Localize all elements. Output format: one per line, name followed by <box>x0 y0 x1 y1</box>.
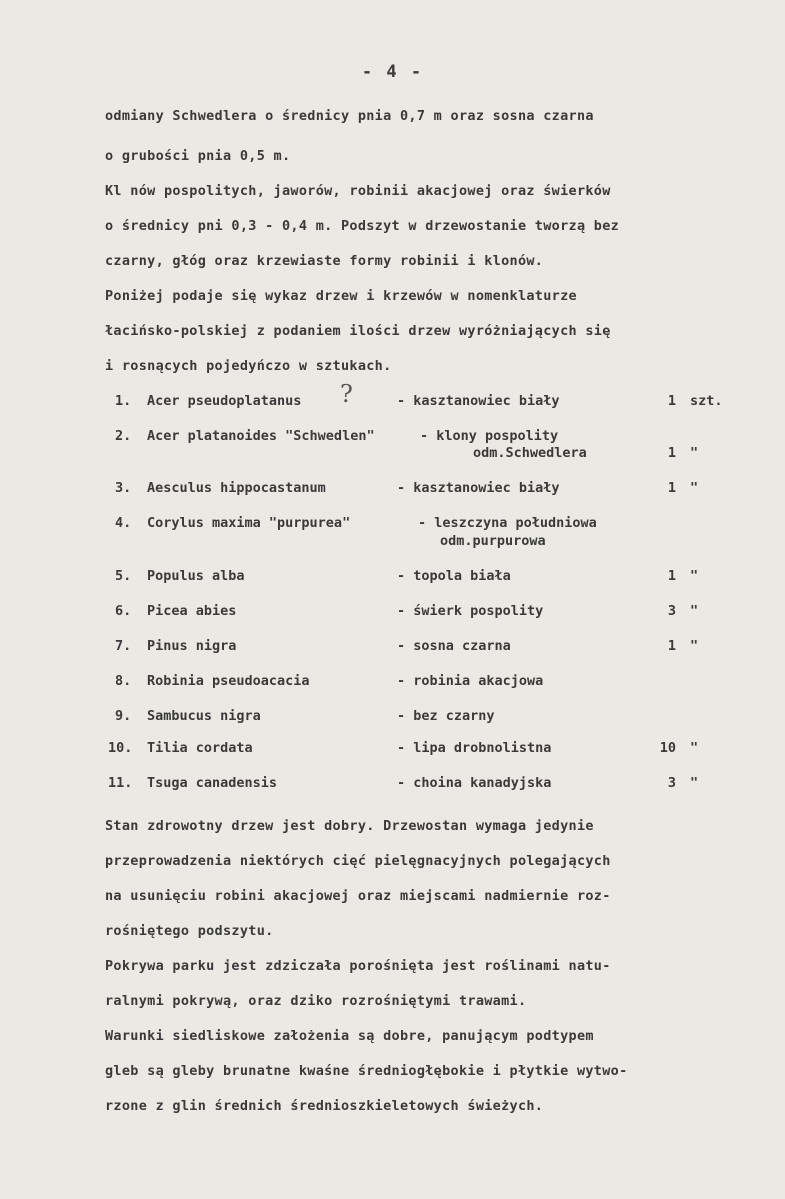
species-latin-name: Corylus maxima "purpurea" <box>147 515 351 531</box>
species-number: 3. <box>115 480 132 496</box>
closing-line: ralnymi pokrywą, oraz dziko rozrośniętymi trawami. <box>105 993 527 1009</box>
page-number: - 4 - <box>361 62 424 82</box>
species-number: 1. <box>115 393 132 409</box>
species-number: 11. <box>108 775 133 791</box>
species-unit: " <box>690 638 699 654</box>
intro-line: odmiany Schwedlera o średnicy pnia 0,7 m oraz sosna czarna <box>105 108 594 124</box>
species-unit: " <box>690 775 699 791</box>
species-polish-variety: odm.purpurowa <box>440 533 546 549</box>
handwritten-question-mark: ? <box>340 380 353 408</box>
species-polish-variety: odm.Schwedlera <box>473 445 587 461</box>
species-number: 7. <box>115 638 132 654</box>
species-latin-name: Sambucus nigra <box>147 708 261 724</box>
closing-line: Pokrywa parku jest zdziczała porośnięta jest roślinami natu- <box>105 958 611 974</box>
species-number: 9. <box>115 708 132 724</box>
species-polish-name: - kasztanowiec biały <box>397 480 560 496</box>
species-polish-name: - bez czarny <box>397 708 495 724</box>
closing-line: na usunięciu robini akacjowej oraz miejscami nadmiernie roz- <box>105 888 611 904</box>
intro-line: o grubości pnia 0,5 m. <box>105 148 291 164</box>
species-number: 4. <box>115 515 132 531</box>
species-latin-name: Tilia cordata <box>147 740 253 756</box>
closing-line: rzone z glin średnich średnioszkieletowych świeżych. <box>105 1098 544 1114</box>
species-polish-name: - topola biała <box>397 568 511 584</box>
species-polish-name: - sosna czarna <box>397 638 511 654</box>
species-unit: szt. <box>690 393 723 409</box>
species-polish-name: - choina kanadyjska <box>397 775 552 791</box>
species-latin-name: Tsuga canadensis <box>147 775 278 791</box>
species-count: 1 <box>667 445 676 461</box>
closing-line: przeprowadzenia niektórych cięć pielęgnacyjnych polegających <box>105 853 611 869</box>
species-count: 1 <box>667 480 676 496</box>
species-count: 1 <box>667 568 676 584</box>
closing-line: Warunki siedliskowe założenia są dobre, panującym podtypem <box>105 1028 594 1044</box>
species-unit: " <box>690 480 699 496</box>
species-unit: " <box>690 568 699 584</box>
species-count: 10 <box>659 740 676 756</box>
species-latin-name: Populus alba <box>147 568 245 584</box>
closing-line: gleb są gleby brunatne kwaśne średniogłębokie i płytkie wytwo- <box>105 1063 628 1079</box>
species-polish-name: - leszczyna południowa <box>418 515 597 531</box>
species-count: 3 <box>667 775 676 791</box>
species-latin-name: Acer pseudoplatanus <box>147 393 302 409</box>
species-count: 3 <box>667 603 676 619</box>
species-latin-name: Aesculus hippocastanum <box>147 480 326 496</box>
species-number: 5. <box>115 568 132 584</box>
intro-line: Poniżej podaje się wykaz drzew i krzewów w nomenklaturze <box>105 288 577 304</box>
species-polish-name: - robinia akacjowa <box>397 673 544 689</box>
species-polish-name: - świerk pospolity <box>397 603 544 619</box>
species-latin-name: Pinus nigra <box>147 638 237 654</box>
intro-line: Kl nów pospolitych, jaworów, robinii akacjowej oraz świerków <box>105 183 611 199</box>
species-number: 10. <box>108 740 133 756</box>
closing-line: rośniętego podszytu. <box>105 923 274 939</box>
species-number: 2. <box>115 428 132 444</box>
intro-line: łacińsko-polskiej z podaniem ilości drzew wyróżniających się <box>105 323 611 339</box>
species-unit: " <box>690 445 699 461</box>
species-count: 1 <box>667 638 676 654</box>
species-latin-name: Robinia pseudoacacia <box>147 673 310 689</box>
species-number: 8. <box>115 673 132 689</box>
species-polish-name: - kasztanowiec biały <box>397 393 560 409</box>
intro-line: czarny, głóg oraz krzewiaste formy robinii i klonów. <box>105 253 544 269</box>
species-latin-name: Acer platanoides "Schwedlen" <box>147 428 375 444</box>
species-polish-name: - lipa drobnolistna <box>397 740 552 756</box>
species-count: 1 <box>667 393 676 409</box>
species-polish-name: - klony pospolity <box>420 428 559 444</box>
closing-line: Stan zdrowotny drzew jest dobry. Drzewostan wymaga jedynie <box>105 818 594 834</box>
intro-line: o średnicy pni 0,3 - 0,4 m. Podszyt w drzewostanie tworzą bez <box>105 218 620 234</box>
species-number: 6. <box>115 603 132 619</box>
species-unit: " <box>690 740 699 756</box>
species-unit: " <box>690 603 699 619</box>
species-latin-name: Picea abies <box>147 603 237 619</box>
intro-line: i rosnących pojedyńczo w sztukach. <box>105 358 392 374</box>
